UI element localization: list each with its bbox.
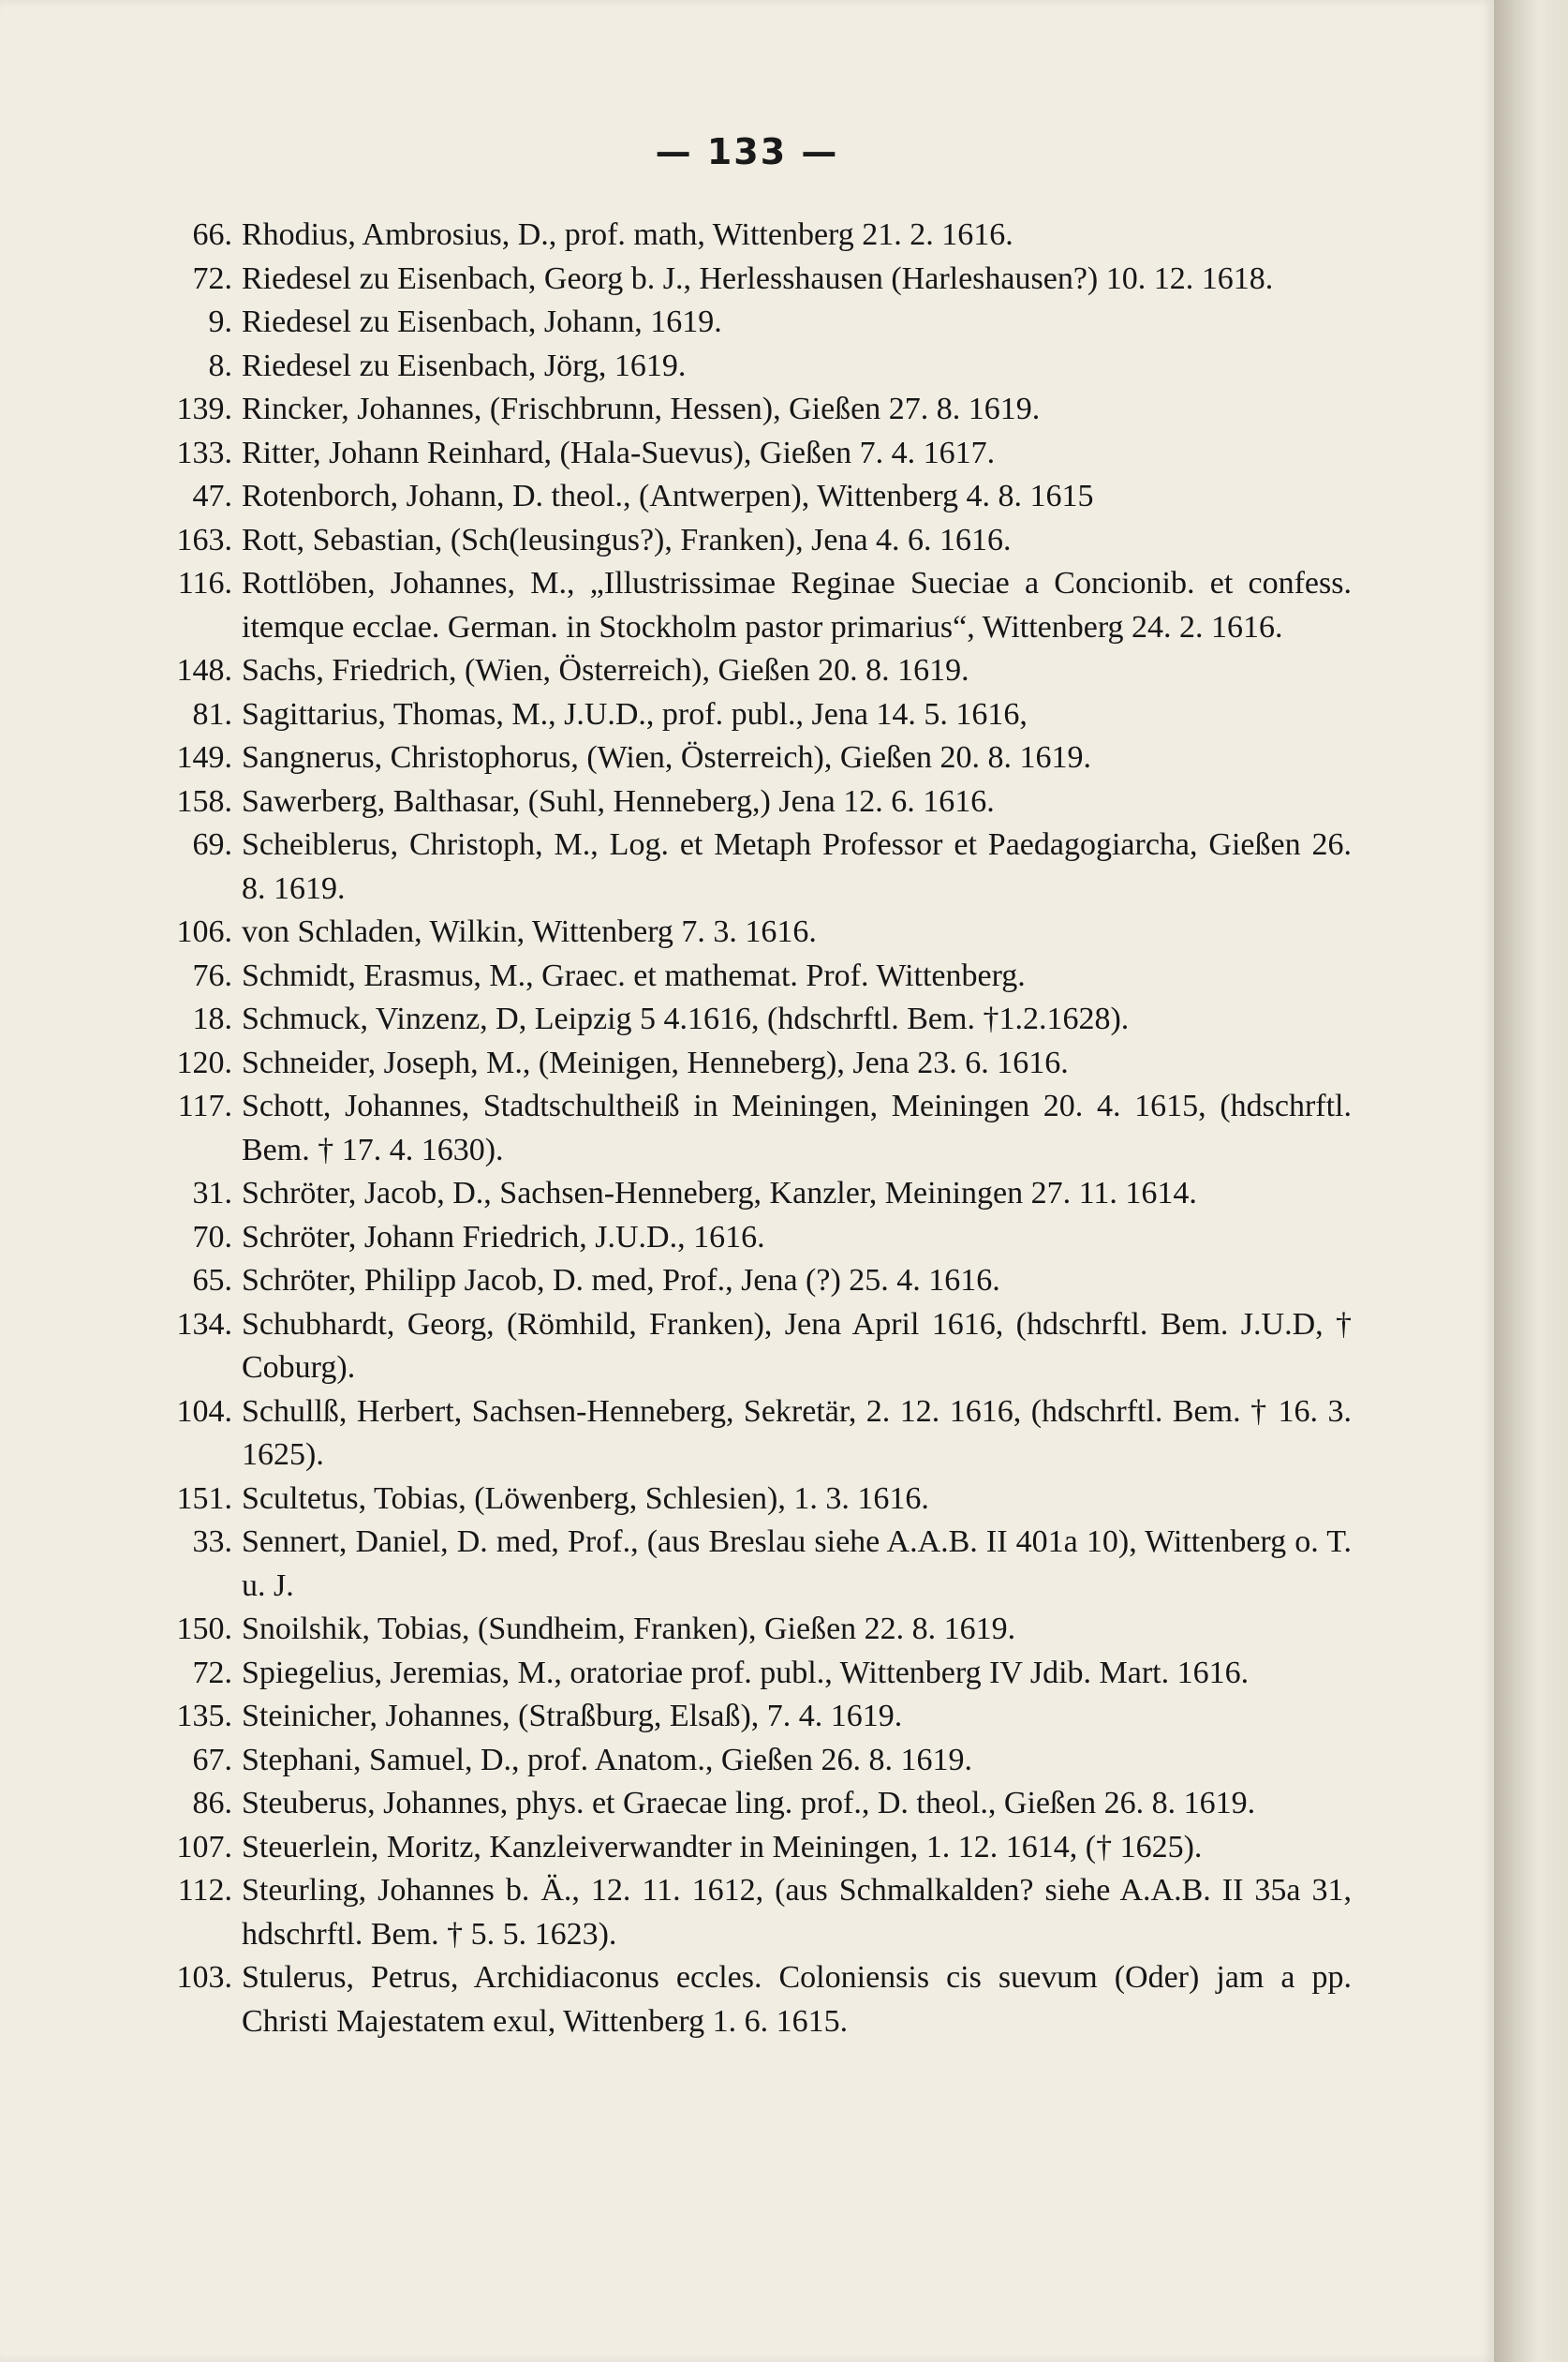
entry-text: Scultetus, Tobias, (Löwenberg, Schlesien), 1. 3. 1616.: [242, 1480, 929, 1516]
entry-number: 65.: [192, 1263, 232, 1298]
entry-number: 106.: [176, 914, 232, 949]
entry-text: Ritter, Johann Reinhard, (Hala-Suevus), Gießen 7. 4. 1617.: [242, 435, 996, 470]
register-entry: [157, 1172, 1352, 1216]
entry-text: Stulerus, Petrus, Archidiaconus eccles. Coloniensis cis suevum (Oder) jam a pp. Christi Majestatem exul, Wittenberg 1. 6. 1615.: [242, 1960, 1352, 2039]
entry-number: 117.: [177, 1089, 232, 1123]
entry-text: Steuberus, Johannes, phys. et Graecae ling. prof., D. theol., Gießen 26. 8. 1619.: [242, 1786, 1256, 1820]
entry-number: 135.: [176, 1699, 232, 1733]
entry-text: Schröter, Johann Friedrich, J.U.D., 1616.: [242, 1219, 765, 1255]
page-gutter: [1494, 0, 1568, 2362]
register-entry: [157, 780, 1352, 824]
entry-text: Rottlöben, Johannes, M., „Illustrissimae Reginae Sueciae a Concionib. et confess. itemque ecclae. German. in Stockholm pastor primarius“, Wittenberg 24. 2. 1616.: [242, 566, 1352, 645]
entry-text: von Schladen, Wilkin, Wittenberg 7. 3. 1616.: [242, 914, 817, 949]
register-entry: [157, 1478, 1352, 1522]
register-entry: [157, 649, 1352, 693]
entry-number: 120.: [176, 1045, 232, 1080]
register-entry: [157, 1390, 1352, 1478]
register-list: [157, 214, 1352, 2043]
entry-number: 66.: [192, 217, 232, 252]
entry-text: Schmuck, Vinzenz, D, Leipzig 5 4.1616, (hdschrftl. Bem. †1.2.1628).: [242, 1002, 1130, 1036]
entry-text: Riedesel zu Eisenbach, Georg b. J., Herlesshausen (Harleshausen?) 10. 12. 1618.: [242, 260, 1274, 296]
entry-number: 104.: [176, 1393, 232, 1429]
entry-text: Riedesel zu Eisenbach, Johann, 1619.: [242, 305, 722, 339]
register-entry: [157, 955, 1352, 999]
register-entry: [157, 1869, 1352, 1956]
entry-text: Scheiblerus, Christoph, M., Log. et Metaph Professor et Paedagogiarcha, Gießen 26. 8. 1619.: [242, 827, 1352, 906]
register-entry: [157, 1826, 1352, 1870]
register-entry: [157, 1303, 1352, 1390]
register-entry: [157, 1216, 1352, 1260]
entry-text: Steinicher, Johannes, (Straßburg, Elsaß), 7. 4. 1619.: [242, 1699, 903, 1733]
entry-text: Schmidt, Erasmus, M., Graec. et mathemat. Prof. Wittenberg.: [242, 958, 1026, 993]
entry-number: 163.: [176, 522, 232, 557]
entry-text: Schröter, Jacob, D., Sachsen-Henneberg, Kanzler, Meiningen 27. 11. 1614.: [242, 1176, 1197, 1211]
entry-text: Stephani, Samuel, D., prof. Anatom., Gießen 26. 8. 1619.: [242, 1742, 973, 1777]
entry-text: Steurling, Johannes b. Ä., 12. 11. 1612, (aus Schmalkalden? siehe A.A.B. II 35a 31, hdschrftl. Bem. † 5. 5. 1623).: [242, 1873, 1352, 1952]
entry-number: 67.: [192, 1742, 232, 1777]
entry-text: Riedesel zu Eisenbach, Jörg, 1619.: [242, 348, 687, 383]
register-entry: [157, 345, 1352, 389]
entry-number: 133.: [176, 435, 232, 470]
entry-number: 33.: [192, 1524, 232, 1559]
register-entry: [157, 1085, 1352, 1172]
entry-text: Rotenborch, Johann, D. theol., (Antwerpen), Wittenberg 4. 8. 1615: [242, 479, 1094, 513]
register-entry: [157, 911, 1352, 955]
entry-text: Sennert, Daniel, D. med, Prof., (aus Breslau siehe A.A.B. II 401a 10), Wittenberg o. T. u. J.: [242, 1524, 1352, 1603]
page-number: — 133 —: [655, 131, 839, 172]
register-entry: [157, 1782, 1352, 1826]
entry-text: Rhodius, Ambrosius, D., prof. math, Wittenberg 21. 2. 1616.: [242, 217, 1013, 252]
register-entry: [157, 562, 1352, 649]
entry-number: 8.: [208, 348, 232, 383]
register-entry: [157, 1608, 1352, 1652]
entry-number: 70.: [192, 1219, 232, 1255]
entry-number: 31.: [192, 1176, 232, 1211]
entry-text: Sachs, Friedrich, (Wien, Österreich), Gießen 20. 8. 1619.: [242, 653, 969, 688]
register-entry: [157, 432, 1352, 476]
register-entry: [157, 214, 1352, 258]
entry-text: Sagittarius, Thomas, M., J.U.D., prof. publ., Jena 14. 5. 1616,: [242, 696, 1028, 732]
entry-number: 107.: [176, 1829, 232, 1864]
entry-number: 150.: [176, 1612, 232, 1646]
entry-number: 148.: [176, 653, 232, 688]
register-entry: [157, 1259, 1352, 1303]
entry-number: 112.: [177, 1873, 232, 1908]
entry-text: Schröter, Philipp Jacob, D. med, Prof., Jena (?) 25. 4. 1616.: [242, 1263, 1000, 1298]
entry-text: Schneider, Joseph, M., (Meinigen, Henneberg), Jena 23. 6. 1616.: [242, 1045, 1069, 1080]
entry-number: 149.: [176, 740, 232, 775]
entry-text: Schubhardt, Georg, (Römhild, Franken), Jena April 1616, (hdschrftl. Bem. J.U.D, † Coburg).: [242, 1306, 1352, 1385]
entry-text: Rincker, Johannes, (Frischbrunn, Hessen), Gießen 27. 8. 1619.: [242, 392, 1041, 426]
register-entry: [157, 1521, 1352, 1608]
register-entry: [157, 1695, 1352, 1739]
entry-text: Spiegelius, Jeremias, M., oratoriae prof. publ., Wittenberg IV Jdib. Mart. 1616.: [242, 1655, 1250, 1690]
entry-text: Sangnerus, Christophorus, (Wien, Österreich), Gießen 20. 8. 1619.: [242, 740, 1092, 775]
entry-text: Snoilshik, Tobias, (Sundheim, Franken), Gießen 22. 8. 1619.: [242, 1612, 1016, 1646]
register-entry: [157, 1956, 1352, 2043]
entry-number: 72.: [192, 260, 232, 296]
entry-number: 18.: [192, 1002, 232, 1036]
register-entry: [157, 1042, 1352, 1086]
entry-number: 9.: [208, 305, 232, 339]
entry-number: 81.: [192, 696, 232, 732]
entry-number: 134.: [176, 1306, 232, 1342]
register-entry: [157, 1739, 1352, 1783]
entry-number: 76.: [192, 958, 232, 993]
entry-number: 47.: [192, 479, 232, 513]
entry-number: 103.: [176, 1960, 232, 1995]
entry-text: Rott, Sebastian, (Sch(leusingus?), Franken), Jena 4. 6. 1616.: [242, 522, 1012, 557]
entry-number: 86.: [192, 1786, 232, 1820]
entry-number: 139.: [176, 392, 232, 426]
register-entry: [157, 301, 1352, 345]
entry-number: 158.: [176, 783, 232, 819]
entry-number: 151.: [176, 1480, 232, 1516]
register-entry: [157, 519, 1352, 563]
entry-number: 72.: [192, 1655, 232, 1690]
entry-text: Schullß, Herbert, Sachsen-Henneberg, Sekretär, 2. 12. 1616, (hdschrftl. Bem. † 16. 3. 1625).: [242, 1393, 1352, 1472]
entry-text: Sawerberg, Balthasar, (Suhl, Henneberg,) Jena 12. 6. 1616.: [242, 783, 995, 819]
register-entry: [157, 258, 1352, 302]
register-entry: [157, 736, 1352, 780]
register-entry: [157, 475, 1352, 519]
entry-text: Schott, Johannes, Stadtschultheiß in Meiningen, Meiningen 20. 4. 1615, (hdschrftl. Bem. † 17. 4. 1630).: [242, 1089, 1352, 1167]
register-entry: [157, 1652, 1352, 1696]
register-entry: [157, 824, 1352, 911]
register-entry: [157, 998, 1352, 1042]
register-entry: [157, 388, 1352, 432]
entry-number: 69.: [192, 827, 232, 862]
register-entry: [157, 693, 1352, 737]
entry-text: Steuerlein, Moritz, Kanzleiverwandter in Meiningen, 1. 12. 1614, († 1625).: [242, 1829, 1203, 1864]
entry-number: 116.: [177, 566, 232, 601]
